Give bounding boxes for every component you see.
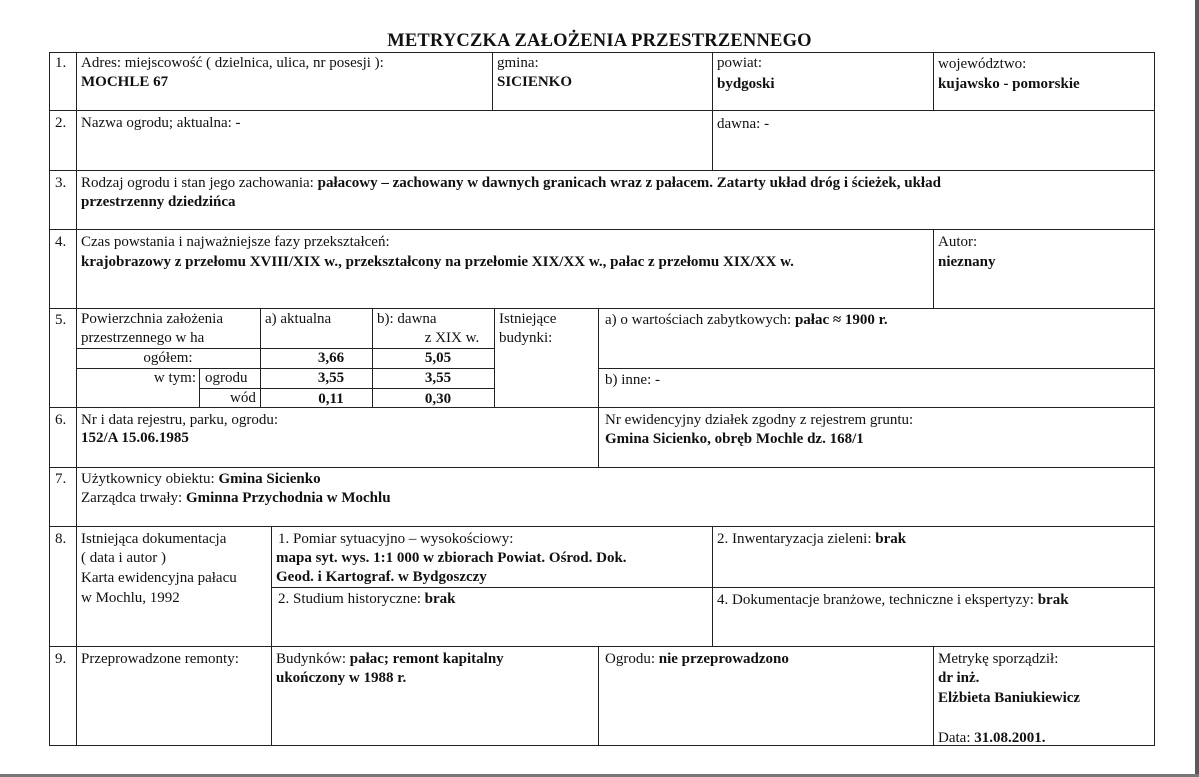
- gmina-label: gmina:: [497, 55, 539, 71]
- row-divider-1: [49, 110, 1155, 111]
- row-divider-4: [49, 308, 1155, 309]
- building-renovation-value-cont: ukończony w 1988 r.: [276, 670, 407, 686]
- survey-label: 1. Pomiar sytuacyjno – wysokościowy:: [278, 531, 514, 547]
- date-label: Data:: [938, 730, 975, 746]
- area-incl-label: w tym:: [153, 370, 196, 386]
- date-text: [938, 729, 1045, 748]
- gmina-value: SICIENKO: [497, 74, 573, 90]
- area-total-label: ogółem:: [143, 350, 193, 366]
- area-water-former: 0,30: [424, 391, 452, 407]
- register-label: Nr i data rejestru, parku, ogrodu:: [81, 412, 279, 428]
- area-garden-former: 3,55: [424, 370, 452, 386]
- historic-buildings-label: a) o wartościach zabytkowych:: [605, 312, 795, 328]
- number-column-divider: [76, 52, 77, 746]
- row8-divider-b: [712, 526, 713, 646]
- prepared-by-title: dr inż.: [938, 670, 980, 686]
- administrator-text: [81, 489, 391, 508]
- area-incl-divider: [199, 368, 200, 408]
- document-title: METRYCZKA ZAŁOŻENIA PRZESTRZENNEGO: [387, 31, 812, 51]
- survey-value: mapa syt. wys. 1:1 000 w zbiorach Powiat. Ośrod. Dok.: [276, 550, 627, 566]
- users-text: [81, 470, 321, 489]
- voivodeship-label: województwo:: [938, 56, 1027, 72]
- historic-buildings-text: [605, 311, 888, 330]
- area-label: Powierzchnia założenia: [81, 311, 224, 327]
- row2-divider: [712, 110, 713, 170]
- parcel-value: Gmina Sicienko, obręb Mochle dz. 168/1: [605, 431, 864, 447]
- row1-divider-b: [712, 52, 713, 110]
- row-number: 4.: [55, 234, 67, 250]
- row4-divider: [933, 229, 934, 308]
- address-value: MOCHLE 67: [81, 74, 169, 90]
- garden-name-former: dawna: -: [717, 116, 770, 132]
- documentation-label: Istniejąca dokumentacja: [81, 531, 227, 547]
- row-number: 5.: [55, 312, 67, 328]
- area-former-header: b): dawna: [377, 311, 437, 327]
- border-left: [49, 52, 50, 746]
- row-number: 8.: [55, 531, 67, 547]
- area-label-cont: przestrzennego w ha: [81, 330, 205, 346]
- garden-type-text: [81, 174, 941, 193]
- garden-type-value: pałacowy – zachowany w dawnych granicach wraz z pałacem. Zatarty układ dróg i ścieżek, układ: [317, 175, 941, 191]
- row6-divider: [598, 407, 599, 467]
- row9-divider-c: [933, 646, 934, 746]
- buildings-col-divider: [598, 308, 599, 408]
- history-label: Czas powstania i najważniejsze fazy przekształceń:: [81, 234, 390, 250]
- garden-renovation-label: Ogrodu:: [605, 651, 659, 667]
- row-divider-7: [49, 526, 1155, 527]
- area-garden-current: 3,55: [317, 370, 345, 386]
- row8-divider-a: [271, 526, 272, 646]
- row-divider-2: [49, 170, 1155, 171]
- values-other-divider: [598, 368, 1155, 369]
- register-value: 152/A 15.06.1985: [81, 430, 189, 446]
- row-number: 6.: [55, 412, 67, 428]
- documentation-palace-card: Karta ewidencyjna pałacu: [81, 570, 237, 586]
- row-divider-3: [49, 229, 1155, 230]
- prepared-by-name: Elżbieta Baniukiewicz: [938, 690, 1081, 706]
- history-value: krajobrazowy z przełomu XVIII/XIX w., przekształcony na przełomie XIX/XX w., pałac z przełomu XIX/XX w.: [81, 254, 794, 270]
- area-col-divider-3: [494, 308, 495, 408]
- users-label: Użytkownicy obiektu:: [81, 471, 219, 487]
- administrator-label: Zarządca trwały:: [81, 490, 186, 506]
- administrator-value: Gminna Przychodnia w Mochlu: [185, 490, 391, 506]
- buildings-label-cont: budynki:: [499, 330, 553, 346]
- author-value: nieznany: [938, 254, 996, 270]
- inventory-value: brak: [875, 531, 907, 547]
- branch-docs-text: [717, 591, 1069, 610]
- row-divider-6: [49, 467, 1155, 468]
- area-total-former: 5,05: [424, 350, 452, 366]
- area-garden-label: ogrodu: [205, 370, 248, 386]
- garden-type-value-cont: przestrzenny dziedzińca: [81, 194, 236, 210]
- row-divider-5: [49, 407, 1155, 408]
- study-value: brak: [424, 591, 456, 607]
- area-water-current: 0,11: [318, 391, 344, 407]
- docs-inner-divider: [271, 587, 1155, 588]
- building-renovation-label: Budynków:: [276, 651, 350, 667]
- parcel-label: Nr ewidencyjny działek zgodny z rejestrem gruntu:: [605, 412, 914, 428]
- area-current-header: a) aktualna: [265, 311, 332, 327]
- powiat-value: bydgoski: [717, 76, 775, 92]
- row-number: 2.: [55, 115, 67, 131]
- area-water-label: wód: [230, 390, 256, 406]
- row9-divider-b: [598, 646, 599, 746]
- row-number: 3.: [55, 175, 67, 191]
- scan-edge-right: [1195, 0, 1199, 777]
- row-number: 1.: [55, 55, 67, 71]
- renovations-label: Przeprowadzone remonty:: [81, 651, 239, 667]
- voivodeship-value: kujawsko - pomorskie: [938, 76, 1080, 92]
- garden-renovation-text: [605, 650, 789, 669]
- documentation-palace-card-cont: w Mochlu, 1992: [81, 590, 180, 606]
- study-label: 2. Studium historyczne:: [278, 591, 425, 607]
- area-former-header-cont: z XIX w.: [424, 330, 480, 346]
- border-right: [1154, 52, 1155, 746]
- row1-divider-a: [492, 52, 493, 110]
- author-label: Autor:: [938, 234, 978, 250]
- border-top: [49, 52, 1155, 53]
- row-number: 7.: [55, 471, 67, 487]
- buildings-label: Istniejące: [499, 311, 557, 327]
- other-buildings-label: b) inne: -: [605, 372, 660, 388]
- powiat-label: powiat:: [717, 55, 762, 71]
- garden-renovation-value: nie przeprowadzono: [658, 651, 789, 667]
- address-label: Adres: miejscowość ( dzielnica, ulica, nr posesji ):: [81, 55, 384, 71]
- row9-divider-a: [271, 646, 272, 746]
- inventory-label: 2. Inwentaryzacja zieleni:: [717, 531, 876, 547]
- inventory-text: [717, 530, 906, 549]
- users-value: Gmina Sicienko: [218, 471, 321, 487]
- documentation-label-cont: ( data i autor ): [81, 550, 166, 566]
- garden-type-label: Rodzaj ogrodu i stan jego zachowania:: [81, 175, 318, 191]
- garden-name-current: Nazwa ogrodu; aktualna: -: [81, 115, 241, 131]
- branch-docs-value: brak: [1037, 592, 1069, 608]
- row1-divider-c: [933, 52, 934, 110]
- branch-docs-label: 4. Dokumentacje branżowe, techniczne i ekspertyzy:: [717, 592, 1038, 608]
- row-divider-8: [49, 646, 1155, 647]
- prepared-by-label: Metrykę sporządził:: [938, 651, 1059, 667]
- date-value: 31.08.2001.: [974, 730, 1046, 746]
- building-renovation-value: pałac; remont kapitalny: [349, 651, 504, 667]
- record-form-table: [49, 52, 1155, 746]
- survey-value-cont: Geod. i Kartograf. w Bydgoszczy: [276, 569, 487, 585]
- study-text: [278, 590, 456, 609]
- building-renovation-text: [276, 650, 504, 669]
- area-total-current: 3,66: [317, 350, 345, 366]
- historic-buildings-value: pałac ≈ 1900 r.: [794, 312, 888, 328]
- row-number: 9.: [55, 651, 67, 667]
